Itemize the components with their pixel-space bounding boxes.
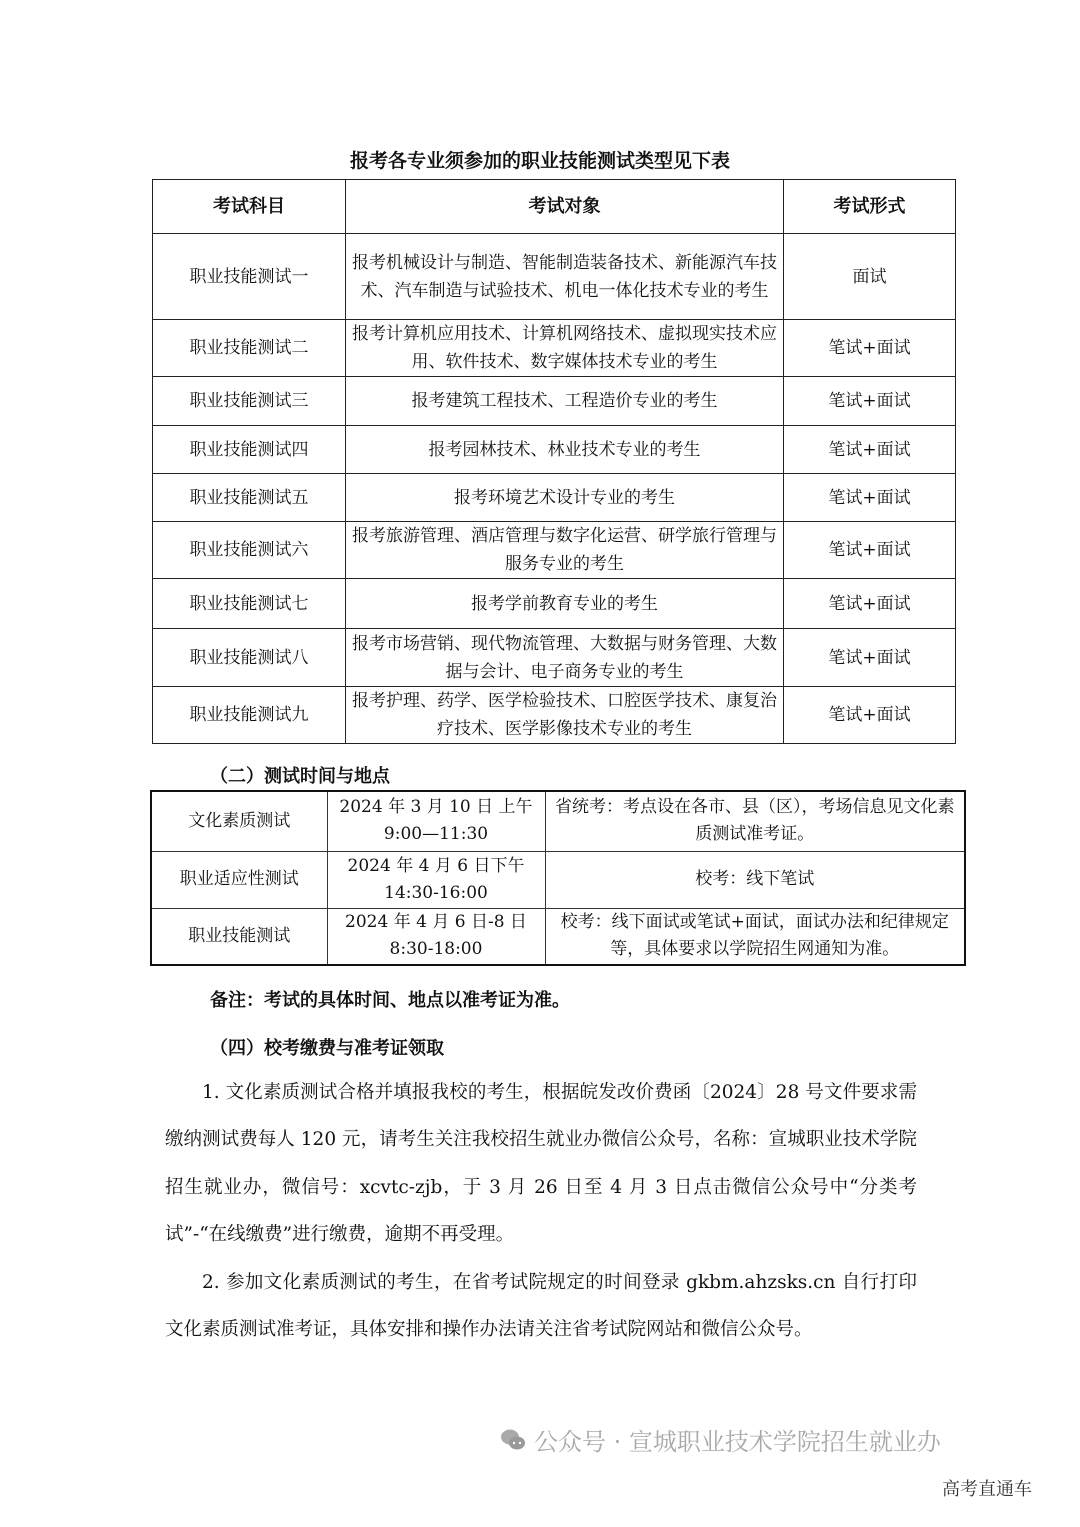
time-cell: 2024 年 4 月 6 日下午 14:30-16:00 bbox=[327, 851, 545, 908]
format-cell: 笔试+面试 bbox=[784, 579, 956, 629]
target-cell: 报考学前教育专业的考生 bbox=[346, 579, 784, 629]
table-row bbox=[153, 522, 956, 579]
subject-cell: 职业技能测试七 bbox=[153, 579, 346, 629]
target-cell: 报考计算机应用技术、计算机网络技术、虚拟现实技术应用、软件技术、数字媒体技术专业的考生 bbox=[346, 320, 784, 377]
target-cell: 报考市场营销、现代物流管理、大数据与财务管理、大数据与会计、电子商务专业的考生 bbox=[346, 629, 784, 687]
location-cell: 校考：线下面试或笔试+面试，面试办法和纪律规定等，具体要求以学院招生网通知为准。 bbox=[545, 908, 965, 965]
format-cell: 笔试+面试 bbox=[784, 426, 956, 474]
time-cell: 2024 年 3 月 10 日 上午 9:00—11:30 bbox=[327, 791, 545, 851]
format-cell: 笔试+面试 bbox=[784, 629, 956, 687]
target-cell: 报考机械设计与制造、智能制造装备技术、新能源汽车技术、汽车制造与试验技术、机电一体化技术专业的考生 bbox=[346, 234, 784, 320]
target-cell: 报考旅游管理、酒店管理与数字化运营、研学旅行管理与服务专业的考生 bbox=[346, 522, 784, 579]
test-name-cell: 职业适应性测试 bbox=[151, 851, 327, 908]
subject-cell: 职业技能测试二 bbox=[153, 320, 346, 377]
test-name-cell: 文化素质测试 bbox=[151, 791, 327, 851]
table-row bbox=[153, 687, 956, 744]
table-row bbox=[153, 320, 956, 377]
location-cell: 省统考：考点设在各市、县（区），考场信息见文化素质测试准考证。 bbox=[545, 791, 965, 851]
subject-cell: 职业技能测试六 bbox=[153, 522, 346, 579]
watermark bbox=[500, 1422, 941, 1457]
header-cell: 考试对象 bbox=[346, 180, 784, 234]
wechat-icon bbox=[500, 1428, 526, 1452]
format-cell: 笔试+面试 bbox=[784, 320, 956, 377]
target-cell: 报考环境艺术设计专业的考生 bbox=[346, 474, 784, 522]
watermark-overlay: 高考直通车 bbox=[942, 1479, 1032, 1500]
format-cell: 笔试+面试 bbox=[784, 377, 956, 426]
subject-cell: 职业技能测试一 bbox=[153, 234, 346, 320]
watermark-text: 公众号 · 宣城职业技术学院招生就业办 bbox=[534, 1428, 941, 1456]
section-heading: （二）测试时间与地点 bbox=[210, 766, 390, 787]
schedule-table bbox=[150, 790, 966, 966]
section-heading: （四）校考缴费与准考证领取 bbox=[210, 1038, 444, 1059]
table-row bbox=[153, 579, 956, 629]
format-cell: 面试 bbox=[784, 234, 956, 320]
format-cell: 笔试+面试 bbox=[784, 522, 956, 579]
paragraph-1: 1. 文化素质测试合格并填报我校的考生，根据皖发改价费函〔2024〕28 号文件要求需缴纳测试费每人 120 元，请考生关注我校招生就业办微信公众号，名称：宣城职业技术学院招生就业办，微信号：xcvtc-zjb，于 3 月 26 日至 4 月 3 日点击微信公众号中“分类考试”-“在线缴费”进行缴费，逾期不再受理。 bbox=[165, 1082, 917, 1245]
test-name-cell: 职业技能测试 bbox=[151, 908, 327, 965]
table-row bbox=[151, 908, 965, 965]
subject-cell: 职业技能测试四 bbox=[153, 426, 346, 474]
location-cell: 校考：线下笔试 bbox=[545, 851, 965, 908]
table-header-row bbox=[153, 180, 956, 234]
skill-test-table bbox=[152, 179, 956, 744]
format-cell: 笔试+面试 bbox=[784, 474, 956, 522]
format-cell: 笔试+面试 bbox=[784, 687, 956, 744]
table-title: 报考各专业须参加的职业技能测试类型见下表 bbox=[349, 150, 730, 172]
table-row bbox=[151, 791, 965, 851]
table-row bbox=[153, 426, 956, 474]
time-cell: 2024 年 4 月 6 日-8 日 8:30-18:00 bbox=[327, 908, 545, 965]
target-cell: 报考护理、药学、医学检验技术、口腔医学技术、康复治疗技术、医学影像技术专业的考生 bbox=[346, 687, 784, 744]
table-row bbox=[153, 377, 956, 426]
subject-cell: 职业技能测试五 bbox=[153, 474, 346, 522]
note: 备注：考试的具体时间、地点以准考证为准。 bbox=[210, 990, 570, 1011]
table-row bbox=[153, 234, 956, 320]
target-cell: 报考园林技术、林业技术专业的考生 bbox=[346, 426, 784, 474]
header-cell: 考试科目 bbox=[153, 180, 346, 234]
table-row bbox=[153, 474, 956, 522]
subject-cell: 职业技能测试三 bbox=[153, 377, 346, 426]
table-row bbox=[151, 851, 965, 908]
paragraph-2: 2. 参加文化素质测试的考生，在省考试院规定的时间登录 gkbm.ahzsks.cn 自行打印文化素质测试准考证，具体安排和操作办法请关注省考试院网站和微信公众号。 bbox=[165, 1272, 917, 1341]
table-row bbox=[153, 629, 956, 687]
header-cell: 考试形式 bbox=[784, 180, 956, 234]
subject-cell: 职业技能测试九 bbox=[153, 687, 346, 744]
subject-cell: 职业技能测试八 bbox=[153, 629, 346, 687]
target-cell: 报考建筑工程技术、工程造价专业的考生 bbox=[346, 377, 784, 426]
